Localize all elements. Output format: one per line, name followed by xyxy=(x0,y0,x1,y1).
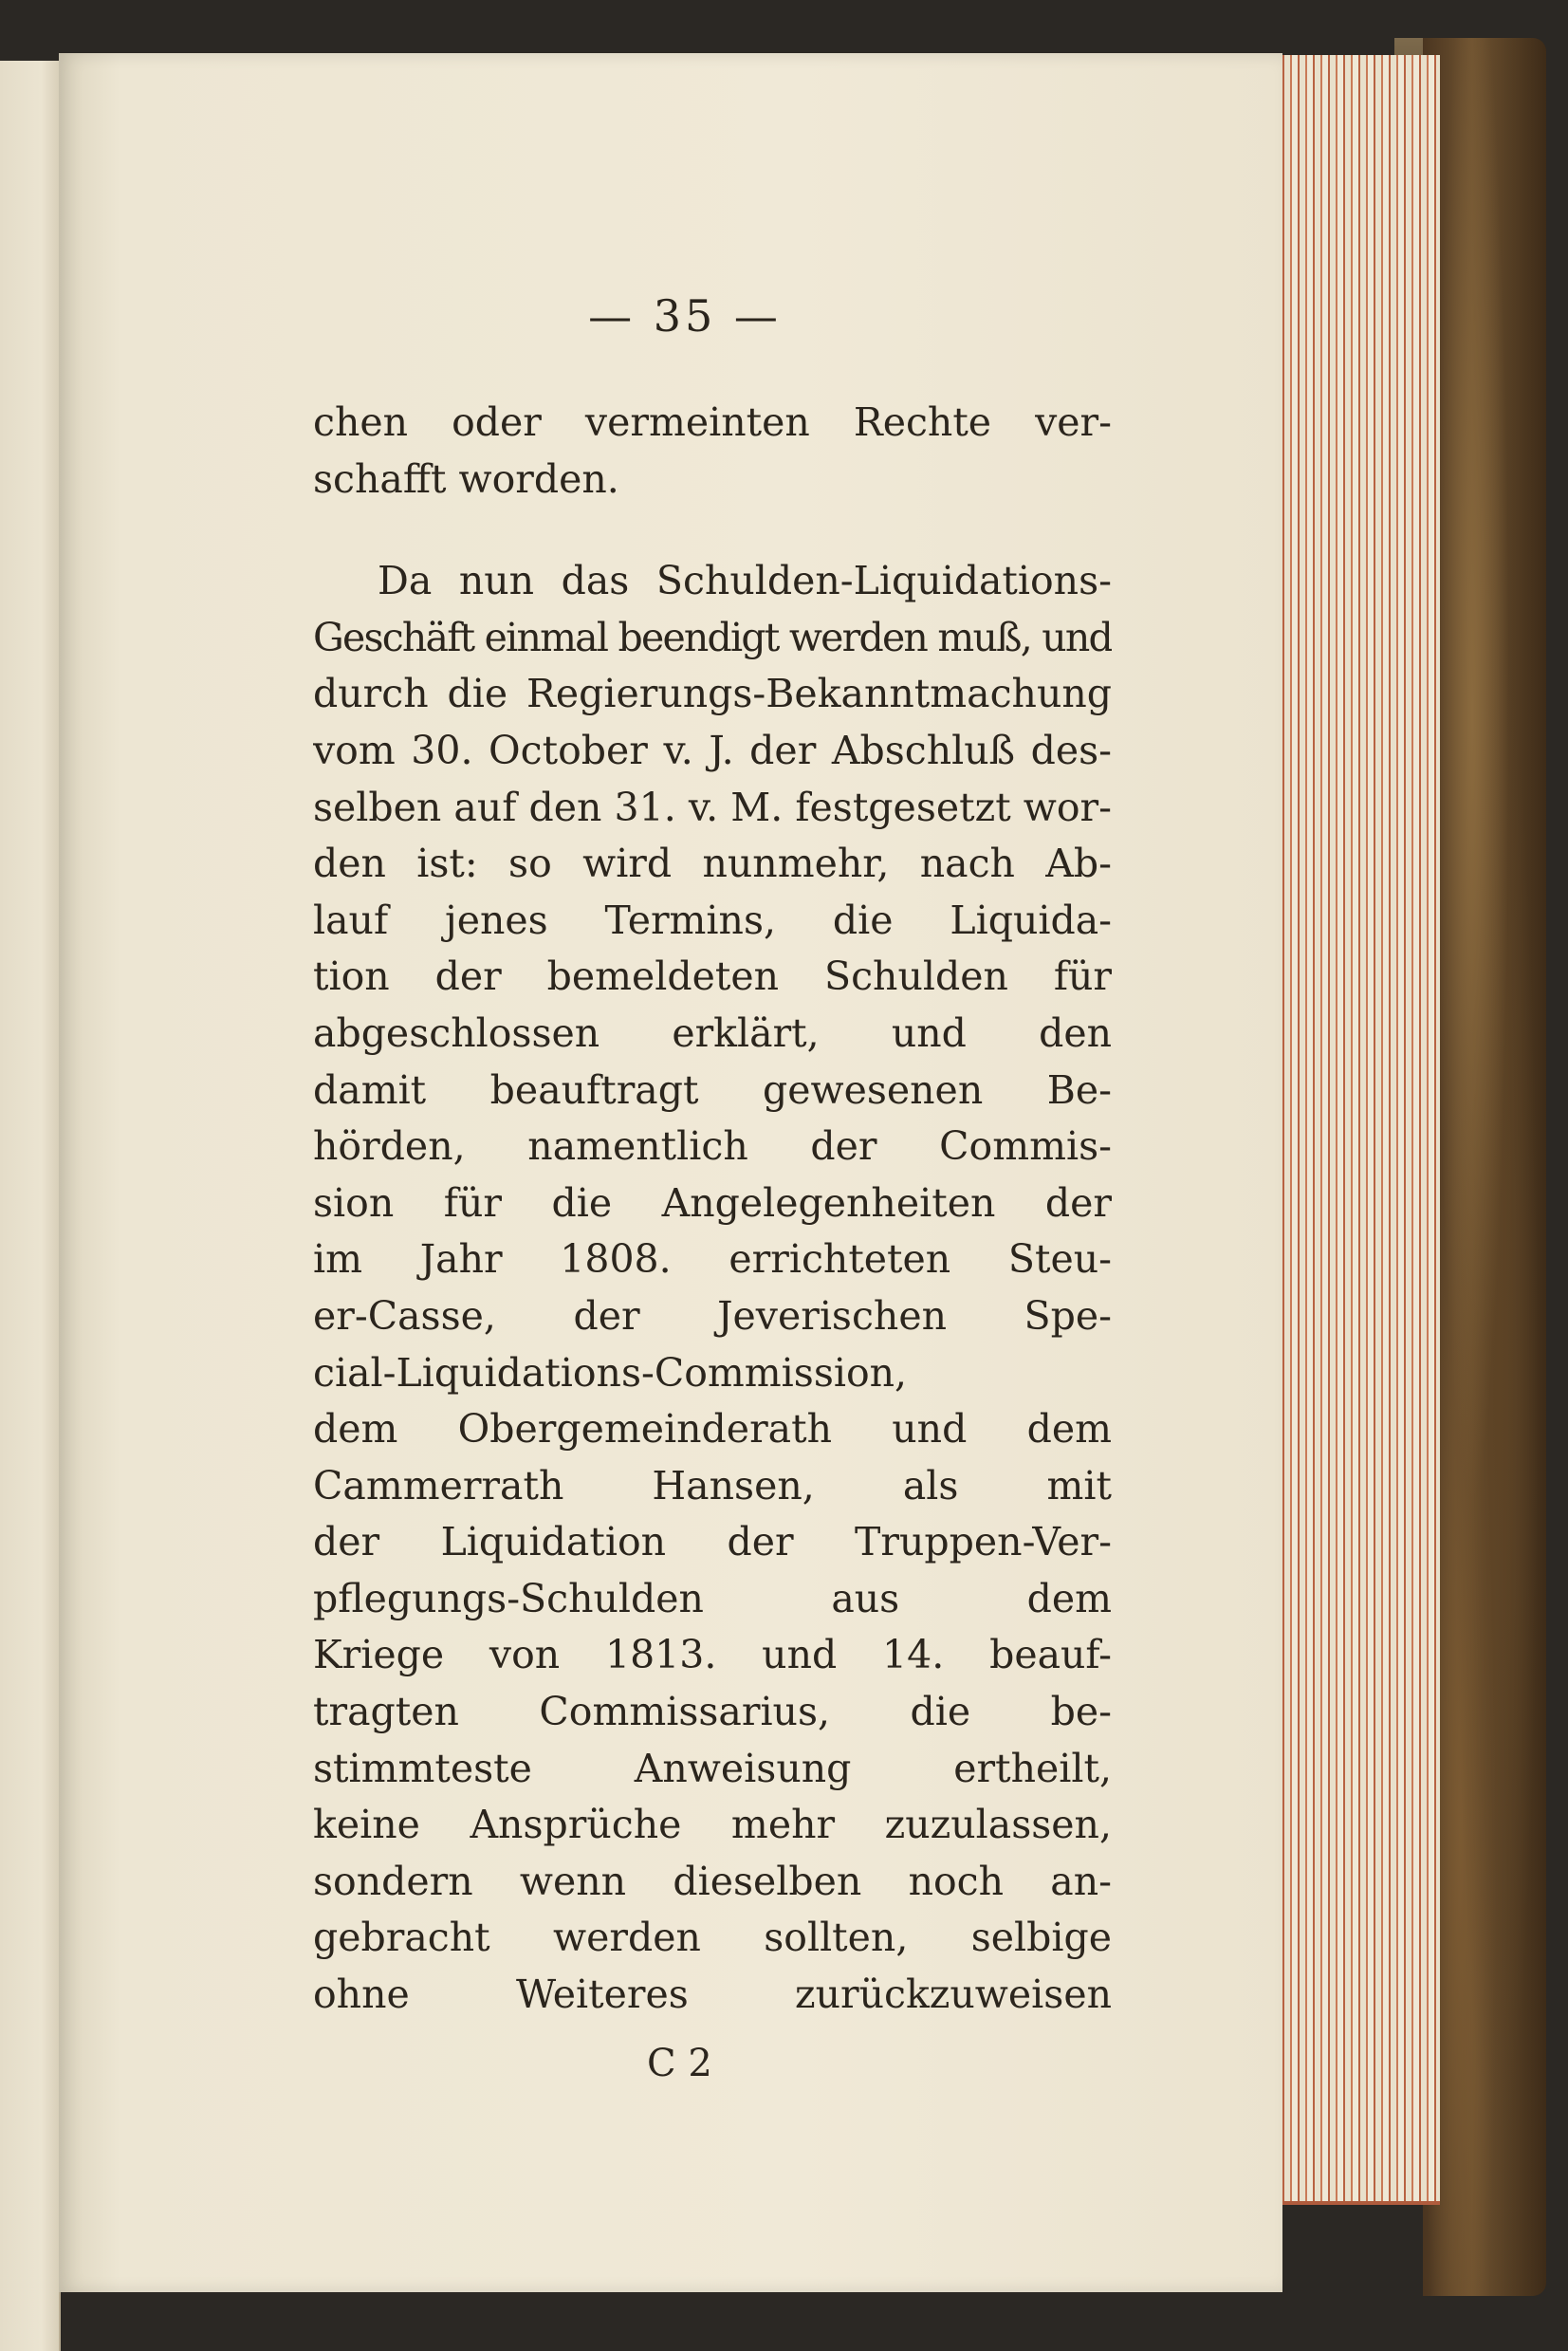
text-line: vom 30. October v. J. der Abschluß des- xyxy=(313,727,1112,773)
paragraph-gap xyxy=(313,508,1112,553)
page-number: — 35 — xyxy=(588,290,782,342)
text-line: pflegungs-Schulden aus dem xyxy=(313,1575,1112,1621)
text-line: Geschäft einmal beendigt werden muß, und xyxy=(313,614,1112,660)
text-line: selben auf den 31. v. M. festgesetzt wor- xyxy=(313,784,1112,830)
text-line: ohne Weiteres zurückzuweisen xyxy=(313,1972,1112,2018)
text-line: hörden, namentlich der Commis- xyxy=(313,1123,1112,1170)
text-line: sion für die Angelegenheiten der xyxy=(313,1179,1112,1226)
text-line: Da nun das Schulden-Liquidations- xyxy=(378,558,1112,604)
text-line: cial-Liquidations-Commission, xyxy=(313,1349,908,1396)
text-line: dem Obergemeinderath und dem xyxy=(313,1406,1112,1453)
text-line: lauf jenes Termins, die Liquida- xyxy=(313,897,1112,943)
text-line: stimmteste Anweisung ertheilt, xyxy=(313,1745,1112,1791)
text-line: im Jahr 1808. errichteten Steu- xyxy=(313,1236,1112,1283)
text-line: durch die Regierungs-Bekanntmachung xyxy=(313,671,1112,717)
text-line: sondern wenn dieselben noch an- xyxy=(313,1858,1112,1904)
text-line: schafft worden. xyxy=(313,455,619,502)
text-line: tragten Commissarius, die be- xyxy=(313,1689,1112,1735)
text-line: abgeschlossen erklärt, und den xyxy=(313,1009,1112,1056)
previous-page-edge xyxy=(0,61,61,2351)
text-line: chen oder vermeinten Rechte ver- xyxy=(313,399,1112,445)
page-block-edge xyxy=(1269,55,1440,2205)
text-line: keine Ansprüche mehr zuzulassen, xyxy=(313,1802,1112,1848)
book-spine-cover xyxy=(1423,38,1546,2296)
text-line: der Liquidation der Truppen-Ver- xyxy=(313,1519,1112,1565)
text-line: den ist: so wird nunmehr, nach Ab- xyxy=(313,841,1112,887)
text-line: gebracht werden sollten, selbige xyxy=(313,1915,1112,1961)
text-line: Cammerrath Hansen, als mit xyxy=(313,1462,1112,1509)
text-line: damit beauftragt gewesenen Be- xyxy=(313,1066,1112,1113)
signature-mark: C 2 xyxy=(647,2042,712,2085)
text-line: tion der bemeldeten Schulden für xyxy=(313,953,1112,1000)
text-line: er-Casse, der Jeverischen Spe- xyxy=(313,1292,1112,1339)
book-page xyxy=(59,53,1282,2292)
text-line: Kriege von 1813. und 14. beauf- xyxy=(313,1632,1112,1678)
body-text xyxy=(313,395,1112,2024)
